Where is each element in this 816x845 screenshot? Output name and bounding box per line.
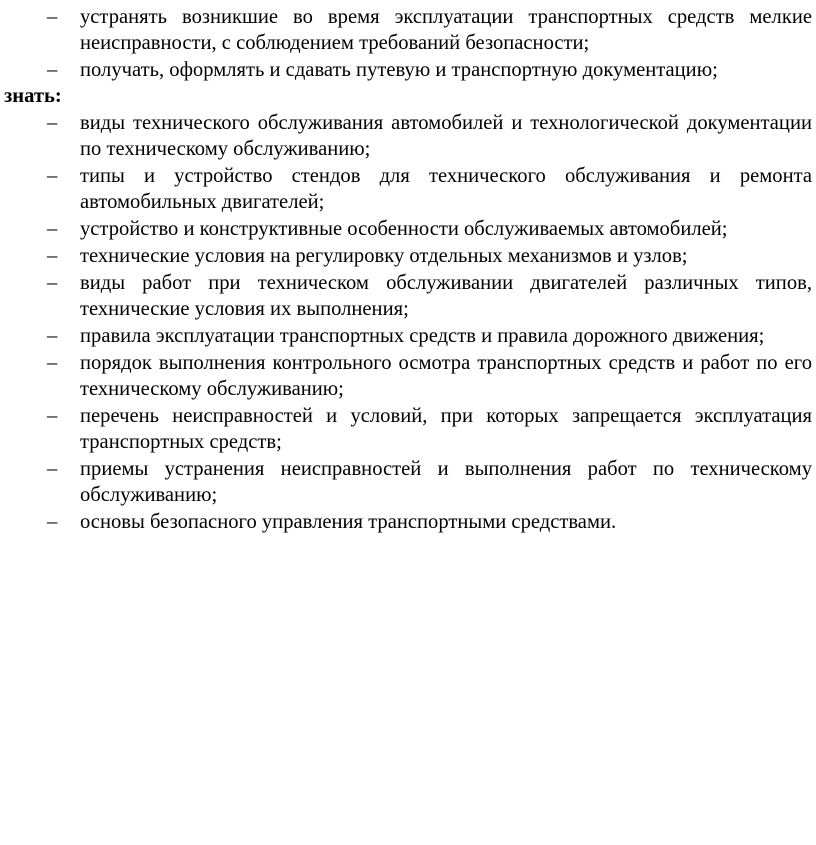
dash-bullet: – xyxy=(47,245,58,267)
list-item xyxy=(0,110,816,162)
dash-bullet: – xyxy=(47,6,58,28)
dash-bullet: – xyxy=(47,272,58,294)
list-item xyxy=(0,57,816,83)
list-item xyxy=(0,4,816,56)
dash-bullet: – xyxy=(47,405,58,427)
list-item-text: устройство и конструктивные особенности обслуживаемых автомобилей; xyxy=(80,218,728,240)
list-item xyxy=(0,216,816,242)
dash-bullet: – xyxy=(47,165,58,187)
list-item xyxy=(0,350,816,402)
list-item xyxy=(0,509,816,535)
section-heading-know: знать: xyxy=(4,85,62,107)
list-item xyxy=(0,270,816,322)
dash-bullet: – xyxy=(47,458,58,480)
list-item-text: основы безопасного управления транспортными средствами. xyxy=(80,511,617,533)
list-item xyxy=(0,163,816,215)
dash-bullet: – xyxy=(47,511,58,533)
list-item-text: виды технического обслуживания автомобилей и технологической документации по техническому обслуживанию; xyxy=(80,112,812,160)
list-item-text: типы и устройство стендов для технического обслуживания и ремонта автомобильных двигателей; xyxy=(80,165,812,213)
dash-bullet: – xyxy=(47,112,58,134)
dash-bullet: – xyxy=(47,59,58,81)
list-item-text: виды работ при техническом обслуживании двигателей различных типов, технические условия их выполнения; xyxy=(80,272,812,320)
list-item-text: перечень неисправностей и условий, при которых запрещается эксплуатация транспортных средств; xyxy=(80,405,812,453)
skills-list xyxy=(0,4,816,84)
list-item xyxy=(0,456,816,508)
list-item xyxy=(0,403,816,455)
list-item xyxy=(0,323,816,349)
list-item-text: приемы устранения неисправностей и выполнения работ по техническому обслуживанию; xyxy=(80,458,812,506)
list-item-text: правила эксплуатации транспортных средств и правила дорожного движения; xyxy=(80,325,765,347)
list-item-text: получать, оформлять и сдавать путевую и транспортную документацию; xyxy=(80,59,718,81)
list-item-text: порядок выполнения контрольного осмотра транспортных средств и работ по его техническому обслуживанию; xyxy=(80,352,812,400)
dash-bullet: – xyxy=(47,325,58,347)
knowledge-list xyxy=(0,110,816,536)
dash-bullet: – xyxy=(47,218,58,240)
dash-bullet: – xyxy=(47,352,58,374)
list-item xyxy=(0,243,816,269)
list-item-text: устранять возникшие во время эксплуатации транспортных средств мелкие неисправности, с соблюдением требований безопасности; xyxy=(80,6,812,54)
list-item-text: технические условия на регулировку отдельных механизмов и узлов; xyxy=(80,245,688,267)
